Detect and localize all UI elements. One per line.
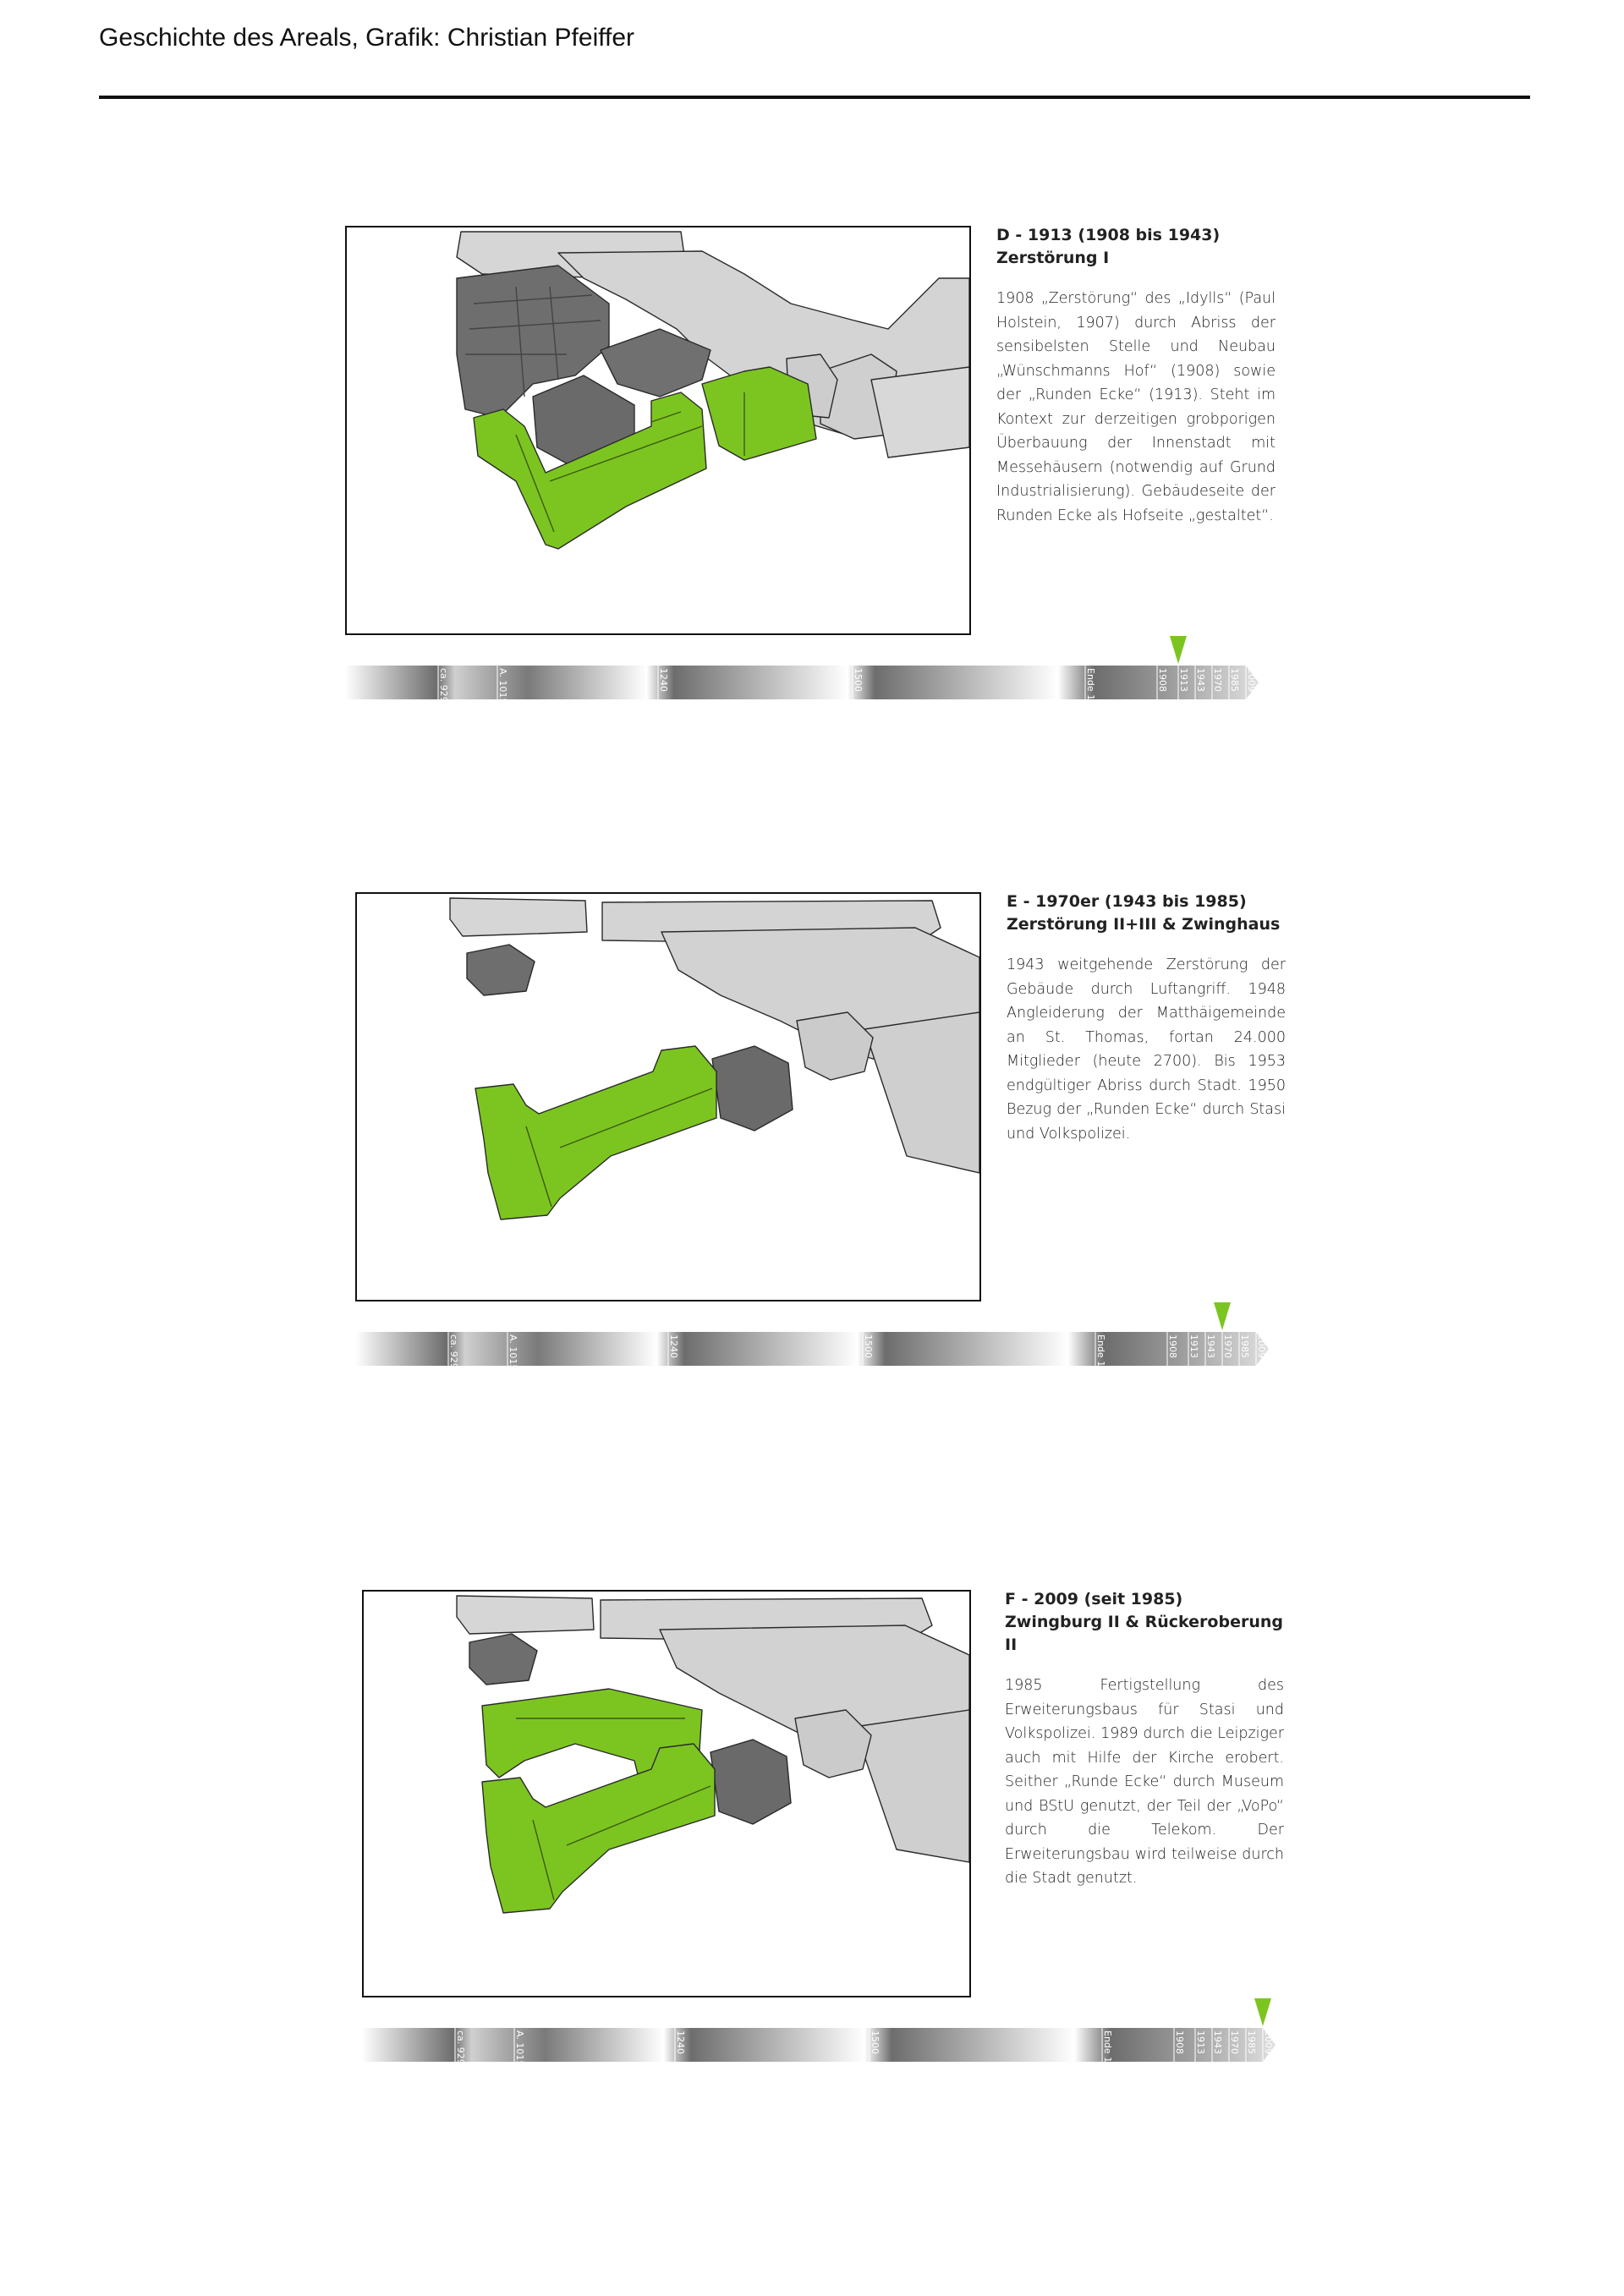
timeline-arrow [355, 1332, 1269, 1366]
timeline-tick-label: Ende 18. Jh. [1085, 668, 1096, 724]
timeline-tick-label: 1908 [1167, 1334, 1178, 1358]
timeline-tick-label: 1985 [1239, 1334, 1250, 1358]
dark-building [710, 1740, 791, 1824]
light-building [854, 1710, 969, 1862]
map-frame-d [345, 226, 971, 635]
timeline-arrow [345, 666, 1259, 699]
dark-building [467, 945, 535, 995]
timeline-tick-label: 1943 [1212, 2030, 1223, 2054]
timeline-tick-label: 1913 [1188, 1334, 1199, 1358]
panel-subtitle: Zwingburg II & Rückeroberung II [1005, 1613, 1283, 1654]
timeline-tick-label: A. 1015 [497, 668, 508, 704]
timeline-tick-label: 1240 [668, 1334, 679, 1358]
timeline-tick-label: 1970 [1229, 2030, 1240, 2054]
highlight-building [482, 1744, 715, 1913]
site-model-f [364, 1592, 969, 1996]
light-building [864, 1012, 979, 1173]
timeline-bar [345, 632, 1276, 724]
timeline-tick-label: 1908 [1157, 668, 1168, 692]
timeline-tick-label: 1970 [1222, 1334, 1233, 1358]
light-building [457, 1596, 594, 1634]
timeline-tick-label: 2009 [1263, 2030, 1274, 2054]
timeline-tick-label: 2009 [1256, 1334, 1267, 1358]
timeline-tick-label: 1500 [870, 2030, 881, 2054]
timeline-e [355, 1298, 1286, 1390]
panel-subtitle: Zerstörung I [996, 249, 1110, 267]
timeline-f [362, 1994, 1292, 2086]
timeline-tick-label: Ende 18. Jh. [1102, 2030, 1113, 2086]
timeline-marker [1254, 1998, 1271, 2026]
timeline-tick-label: 1985 [1229, 668, 1240, 692]
timeline-tick-label: 2009 [1246, 668, 1257, 692]
timeline-tick-label: 1970 [1212, 668, 1223, 692]
timeline-tick-label: 1943 [1205, 1334, 1216, 1358]
timeline-tick-label: ca. 929 [448, 1334, 459, 1369]
highlight-building [702, 367, 816, 460]
timeline-d [345, 632, 1276, 724]
timeline-tick-label: 1913 [1195, 2030, 1206, 2054]
panel-body: 1908 „Zerstörung“ des „Idylls“ (Paul Holstein, 1907) durch Abriss der sensibelsten Stelle und Neubau „Wünschmanns Hof“ (1908) sowie der „Runden Ecke“ (1913). Steht im Kontext zur derzeitigen grobporigen Überbauung der Innenstadt mit Messehäusern (notwendig auf Grund Industrialisierung). Gebäudeseite der Runden Ecke als Hofseite „gestaltet“. [996, 290, 1276, 524]
panel-title: E - 1970er (1943 bis 1985) [1007, 892, 1247, 911]
timeline-tick-label: A. 1015 [514, 2030, 525, 2067]
timeline-tick-label: 1985 [1246, 2030, 1257, 2054]
light-building [871, 367, 969, 458]
panel-body: 1985 Fertigstellung des Erweiterungsbaus für Stasi und Volkspolizei. 1989 durch die Leipziger auch mit Hilfe der Kirche erobert. Seither „Runde Ecke“ durch Museum und BStU genutzt, der Teil der „VoPo“ durch die Telekom. Der Erweiterungsbau wird teilweise durch die Stadt genutzt. [1005, 1677, 1284, 1887]
text-block-d [996, 224, 1276, 528]
timeline-bar [355, 1298, 1286, 1390]
map-frame-f [362, 1590, 971, 1997]
site-model-e [357, 894, 979, 1300]
panel-subtitle: Zerstörung II+III & Zwinghaus [1007, 915, 1281, 934]
timeline-tick-label: ca. 929 [438, 668, 449, 703]
timeline-tick-label: 1943 [1195, 668, 1206, 692]
dark-building [469, 1634, 537, 1685]
text-block-f [1005, 1588, 1284, 1891]
timeline-tick-label: Ende 18. Jh. [1095, 1334, 1106, 1390]
text-block-e [1007, 890, 1286, 1146]
timeline-arrow [362, 2028, 1276, 2062]
timeline-bar [362, 1994, 1292, 2086]
site-model-d [347, 227, 969, 633]
timeline-tick-label: 1240 [675, 2030, 686, 2054]
light-building [450, 898, 587, 936]
map-frame-e [355, 892, 981, 1301]
header-divider [99, 96, 1530, 99]
timeline-tick-label: 1913 [1178, 668, 1189, 692]
panel-body: 1943 weitgehende Zerstörung der Gebäude durch Luftangriff. 1948 Angleiderung der Matthäigemeinde an St. Thomas, fortan 24.000 Mitglieder (heute 2700). Bis 1953 endgültiger Abriss durch Stadt. 1950 Bezug der „Runden Ecke“ durch Stasi und Volkspolizei. [1007, 956, 1286, 1143]
timeline-tick-label: 1500 [863, 1334, 874, 1358]
timeline-tick-label: ca. 929 [455, 2030, 466, 2065]
timeline-tick-label: A. 1015 [508, 1334, 518, 1371]
dark-building [712, 1046, 793, 1131]
timeline-marker [1170, 636, 1187, 664]
panel-title: D - 1913 (1908 bis 1943) [996, 226, 1221, 244]
page-title: Geschichte des Areals, Grafik: Christian Pfeiffer [99, 24, 635, 52]
panel-title: F - 2009 (seit 1985) [1005, 1590, 1183, 1608]
highlight-building [475, 1046, 716, 1219]
timeline-tick-label: 1500 [853, 668, 864, 692]
timeline-tick-label: 1908 [1174, 2030, 1185, 2054]
timeline-tick-label: 1240 [658, 668, 669, 692]
timeline-marker [1214, 1302, 1231, 1330]
